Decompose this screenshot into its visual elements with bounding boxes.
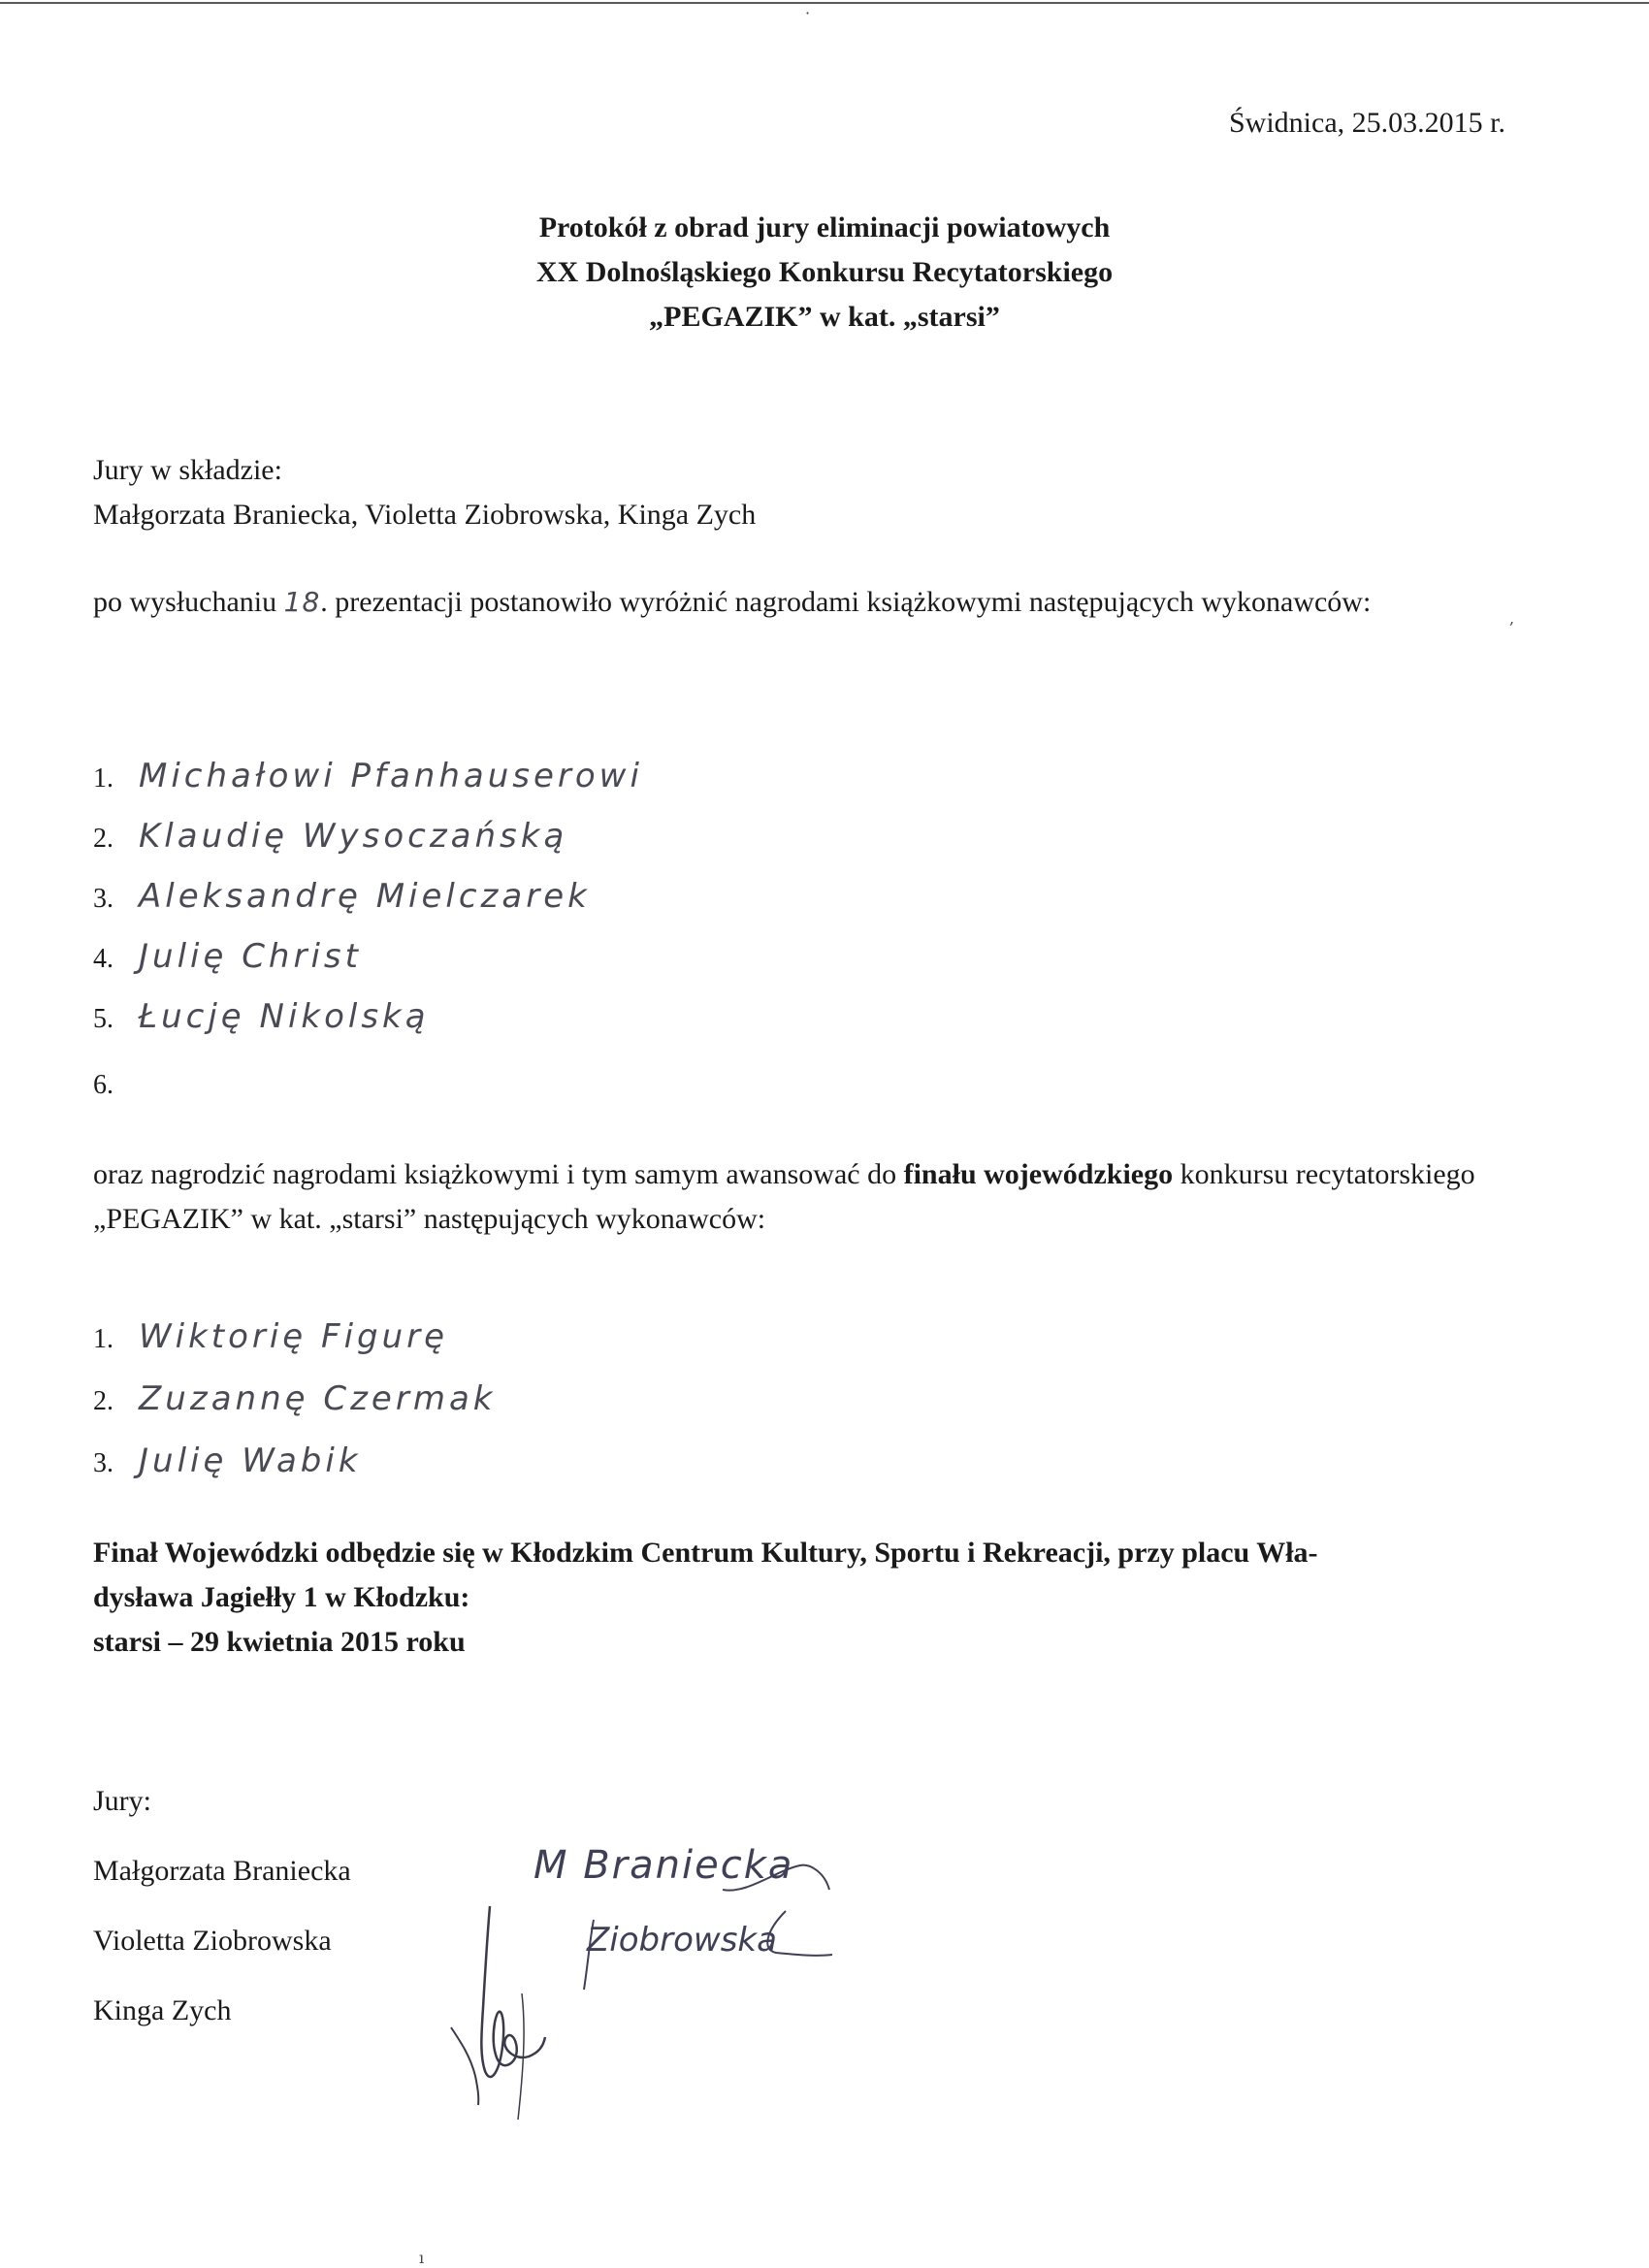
awards-intro (93, 580, 1529, 625)
handwritten-name: Julię Wabik (139, 1442, 362, 1480)
title-line-3: „PEGAZIK” w kat. „starsi” (649, 301, 1000, 333)
scan-mark-top: · (805, 4, 811, 22)
signatory-name: Małgorzata Braniecka (93, 1855, 351, 1887)
scan-mark-margin: , (1509, 609, 1515, 628)
intro-after: . prezentacji postanowiło wyróżnić nagrodami książkowymi następujących wykonawców: (320, 586, 1372, 618)
list-item (93, 757, 643, 795)
jury-members: Małgorzata Braniecka, Violetta Ziobrowska, Kinga Zych (93, 499, 757, 531)
list-item (93, 1379, 496, 1418)
signature-flourish (747, 1906, 834, 1964)
presentation-count: 18 (283, 586, 321, 618)
list-item (93, 877, 591, 916)
list-number: 4. (93, 944, 113, 974)
title-line-2: XX Dolnośląskiego Konkursu Recytatorskiego (535, 256, 1114, 288)
scan-top-border (0, 2, 1649, 4)
title-line-1: Protokół z obrad jury eliminacji powiatowych (538, 211, 1111, 243)
final-info-line-2: dysława Jagiełły 1 w Kłodzku: (93, 1581, 470, 1613)
list-item (93, 1442, 362, 1480)
handwritten-name: Klaudię Wysoczańską (139, 817, 568, 856)
handwritten-name: Julię Christ (139, 937, 362, 976)
place-date: Świdnica, 25.03.2015 r. (1229, 107, 1505, 139)
handwritten-name: Łucję Nikolską (139, 997, 430, 1036)
handwritten-name: Wiktorię Figurę (139, 1317, 449, 1356)
final-info-line-3: starsi – 29 kwietnia 2015 roku (93, 1626, 466, 1658)
signatory-name: Violetta Ziobrowska (93, 1925, 332, 1957)
list-item (93, 997, 430, 1036)
jury-label: Jury w składzie: (93, 454, 282, 486)
signature-ziobrowska: Ziobrowska (587, 1921, 777, 1960)
handwritten-name: Zuzannę Czermak (139, 1379, 497, 1418)
finalists-intro-start: oraz nagrodzić nagrodami książkowymi i tym samym awansować do (93, 1158, 904, 1190)
finalists-intro-end: konkursu recytatorskiego „PEGAZIK” w kat. „starsi” następujących wykonawców: (93, 1158, 1475, 1235)
list-item (93, 937, 362, 976)
finalists-intro (93, 1152, 1529, 1242)
final-info-line-1: Finał Wojewódzki odbędzie się w Kłodzkim Centrum Kultury, Sportu i Rekreacji, przy placu Wła- (93, 1537, 1318, 1569)
list-number: 1. (93, 1324, 113, 1354)
list-item (93, 1063, 132, 1102)
handwritten-name: Michałowi Pfanhauserowi (139, 757, 643, 795)
intro-before: po wysłuchaniu (93, 586, 284, 618)
list-number: 3. (93, 884, 113, 914)
list-item (93, 1317, 448, 1356)
signature-braniecka: M Braniecka (534, 1843, 794, 1888)
list-item (93, 817, 567, 856)
final-info (93, 1531, 1538, 1665)
signature-flourish (718, 1861, 834, 1899)
list-number: 2. (93, 1386, 113, 1416)
list-number: 6. (93, 1070, 113, 1100)
list-number: 5. (93, 1004, 113, 1034)
signatures-label: Jury: (93, 1785, 151, 1817)
signatory-name: Kinga Zych (93, 1994, 232, 2026)
list-number: 3. (93, 1448, 113, 1478)
scan-mark-bottom: ı (419, 2249, 425, 2267)
document-title (0, 206, 1649, 340)
list-number: 1. (93, 763, 113, 794)
finalists-intro-bold: finału wojewódzkiego (903, 1158, 1174, 1190)
signature-zych-scrawl (446, 1901, 563, 2124)
handwritten-name: Aleksandrę Mielczarek (139, 877, 591, 916)
list-number: 2. (93, 824, 113, 854)
signature-flourish (580, 1916, 599, 1993)
